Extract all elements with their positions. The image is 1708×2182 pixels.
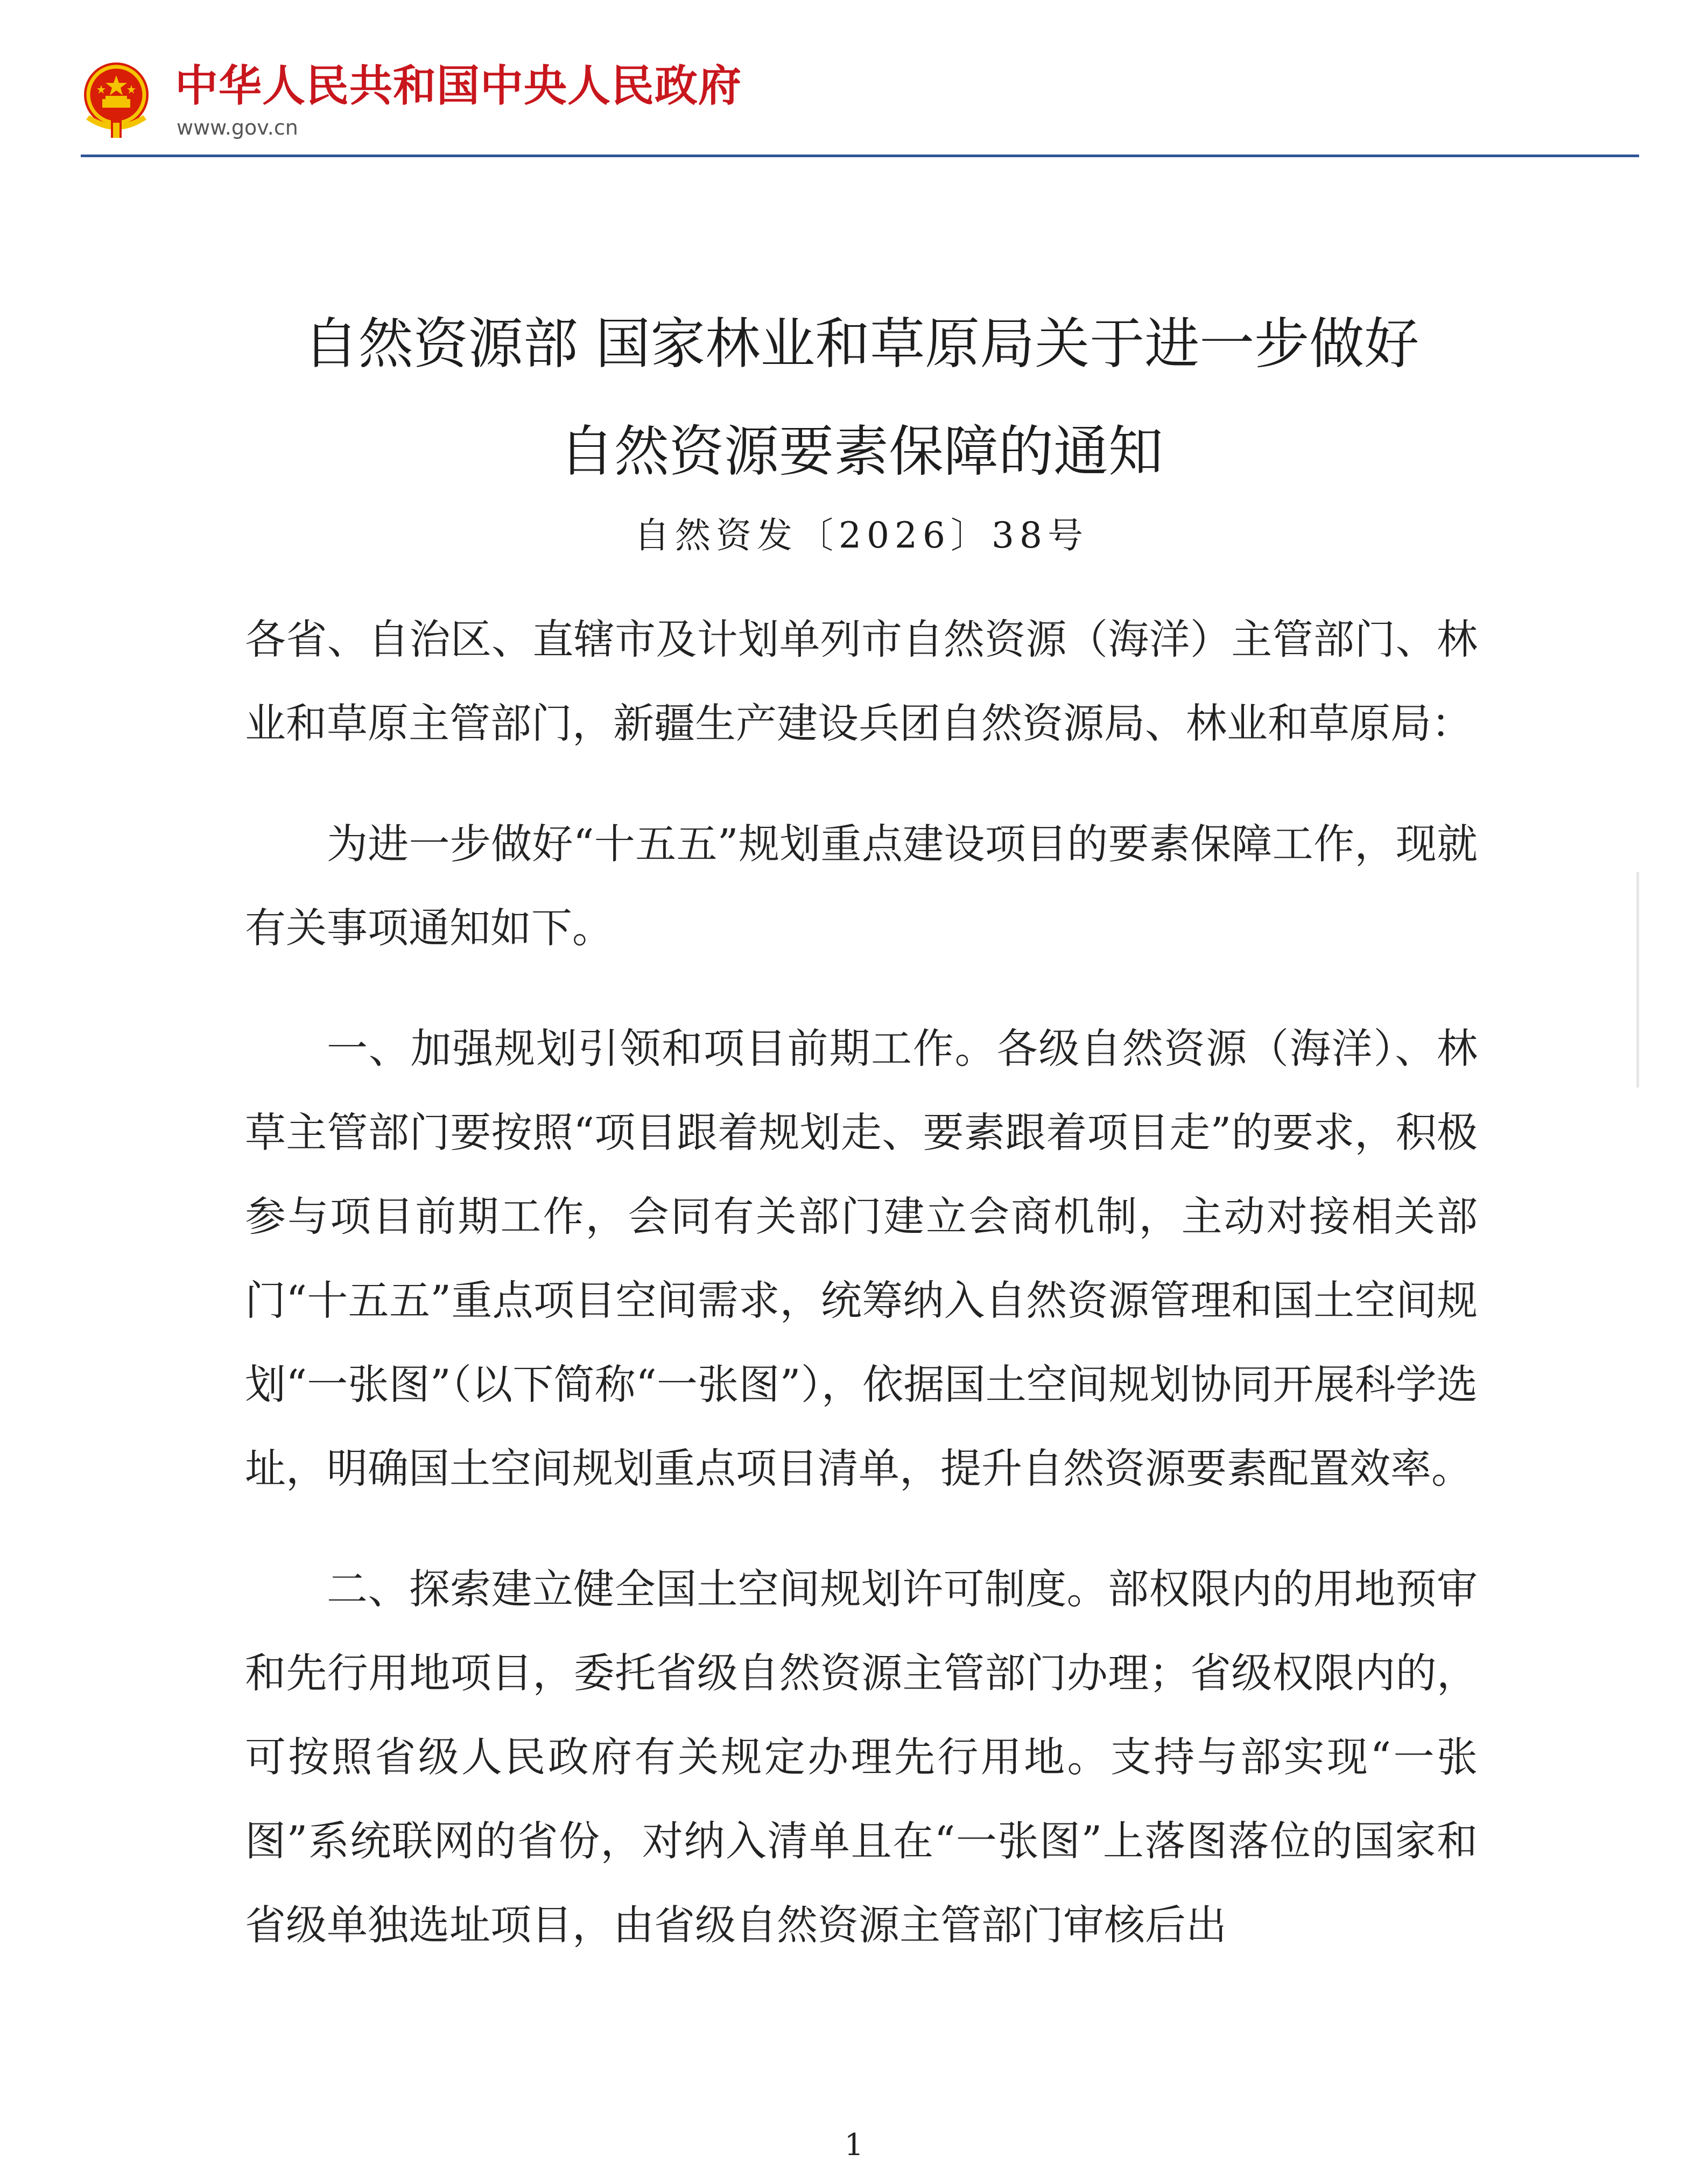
paragraph-item-1: 一、加强规划引领和项目前期工作。各级自然资源（海洋）、林草主管部门要按照“项目跟着规划走、要素跟着项目走”的要求，积极参与项目前期工作，会同有关部门建立会商机制，主动对接相关部门“十五五”重点项目空间需求，统筹纳入自然资源管理和国土空间规划“一张图”（以下简称“一张图”），依据国土空间规划协同开展科学选址，明确国土空间规划重点项目清单，提升自然资源要素配置效率。 [245,1025,1478,1492]
document-number: 自然资发〔2026〕38号 [634,515,1088,556]
header-divider [81,155,1639,157]
document-title-line-1: 自然资源部 国家林业和草原局关于进一步做好 [303,312,1419,376]
document-body [245,291,1478,1967]
national-emblem-icon[interactable] [81,59,152,140]
salutation: 各省、自治区、直辖市及计划单列市自然资源（海洋）主管部门、林业和草原主管部门，新疆生产建设兵团自然资源局、林业和草原局： [245,615,1478,747]
site-url[interactable]: www.gov.cn [177,116,298,139]
site-title[interactable]: 中华人民共和国中央人民政府 [175,61,742,111]
site-header [0,0,1708,162]
document-title-line-2: 自然资源要素保障的通知 [559,420,1163,484]
page-number: 1 [844,2128,864,2163]
scrollbar[interactable] [1636,872,1639,1088]
paragraph-item-2: 二、探索建立健全国土空间规划许可制度。部权限内的用地预审和先行用地项目，委托省级自然资源主管部门办理；省级权限内的，可按照省级人民政府有关规定办理先行用地。支持与部实现“一张图”系统联网的省份，对纳入清单且在“一张图”上落图落位的国家和省级单独选址项目，由省级自然资源主管部门审核后出 [245,1565,1478,1949]
paragraph-intro: 为进一步做好“十五五”规划重点建设项目的要素保障工作，现就有关事项通知如下。 [245,820,1478,952]
